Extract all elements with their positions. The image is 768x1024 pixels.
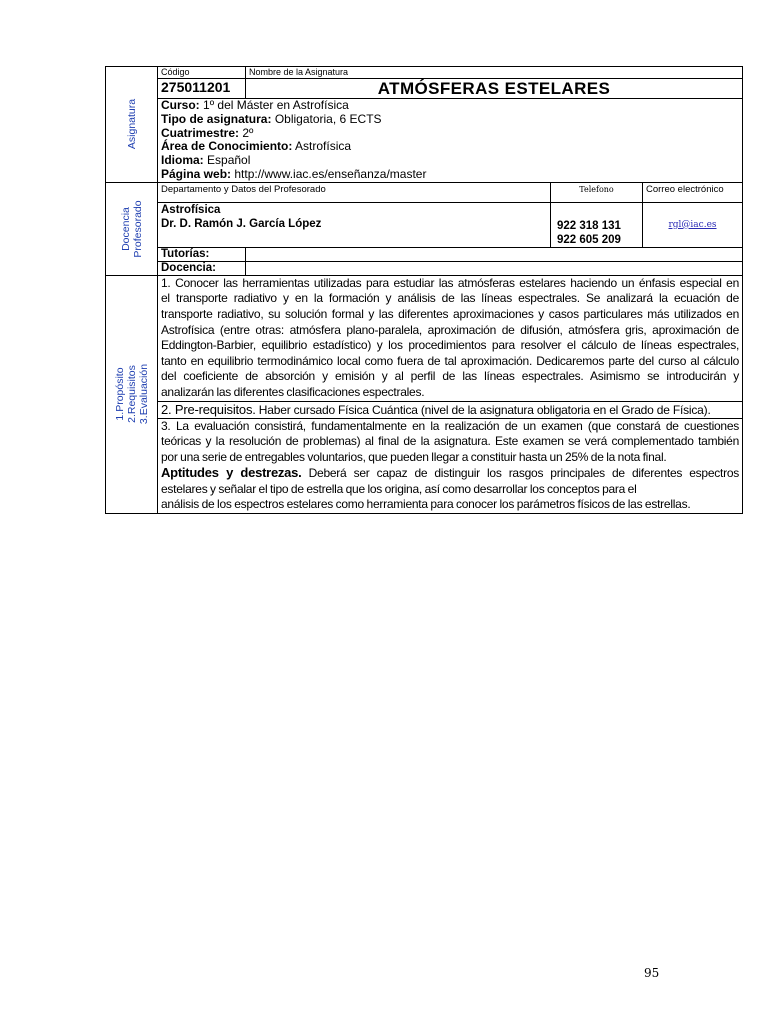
nombre-label: Nombre de la Asignatura	[246, 67, 743, 79]
email-link[interactable]: rgl@iac.es	[668, 219, 717, 230]
proposito-side-cell	[106, 275, 158, 513]
course-code: 275011201	[158, 79, 246, 99]
evaluation-paragraph: 3. La evaluación consistirá, fundamentalmente en la realización de un examen (que constará de cuestiones teóricas y la resolución de problemas) al final de la asignatura. Este examen se verá complementado también por una serie de entregables voluntarios, que pueden llegar a constituir hasta un 25% de la nota final. Aptitudes y destrezas. Deberá ser capaz de distinguir los rasgos principales de diferentes espectros estelares y señalar el tipo de estrella que los origina, así como desarrollar los conceptos para el análisis de los espectros estelares como herramienta para conocer los parámetros físicos de las estrellas.	[158, 418, 743, 513]
course-info-table	[105, 66, 743, 514]
tipo-line: Tipo de asignatura: Obligatoria, 6 ECTS	[161, 111, 382, 126]
cuatrimestre-line: Cuatrimestre: 2º	[161, 125, 254, 140]
professor-name: Dr. D. Ramón J. García López	[161, 217, 322, 230]
phone-1: 922 318 131	[557, 219, 621, 232]
phone-2: 922 605 209	[557, 233, 621, 246]
professor-cell	[158, 202, 551, 247]
phone-cell	[551, 202, 643, 247]
docencia-label: Docencia:	[158, 261, 246, 275]
tutorias-value	[246, 247, 743, 261]
docencia-side-label: Docencia Profesorado	[119, 200, 144, 258]
idioma-line: Idioma: Español	[161, 153, 251, 168]
purpose-paragraph: 1. Conocer las herramientas utilizadas para estudiar las atmósferas estelares haciendo un énfasis especial en el transporte radiativo y en la formación y análisis de las líneas espectrales. Se analizará la ecuación de transporte radiativo, su solución formal y las diferentes aproximaciones y casos particulares más utilizados en Astrofísica (entre otras: atmósfera plano-paralela, aproximación de difusión, atmósfera gris, aproximación de Eddington-Barbier, equilibrio estadístico) y los procedimientos para resolver el cálculo de líneas espectrales, tanto en equilibrio termodinámico local como fuera de tal aproximación. Dedicaremos parte del curso al cálculo del coeficiente de absorción y emisión y al perfil de las líneas espectrales. Asimismo se introducirán y analizarán las diferentes clasificaciones espectrales.	[158, 275, 743, 401]
web-line: Página web: http://www.iac.es/enseñanza/master	[161, 166, 427, 181]
asignatura-side-label: Asignatura	[125, 99, 138, 150]
area-line: Área de Conocimiento: Astrofísica	[161, 139, 352, 154]
tel-header: Telefono	[551, 182, 643, 202]
codigo-label: Código	[158, 67, 246, 79]
tutorias-label: Tutorías:	[158, 247, 246, 261]
dept-header: Departamento y Datos del Profesorado	[158, 182, 551, 202]
department-name: Astrofísica	[161, 203, 221, 216]
course-details	[158, 99, 743, 183]
page-number: 95	[644, 966, 660, 980]
docencia-value	[246, 261, 743, 275]
course-title: ATMÓSFERAS ESTELARES	[246, 79, 743, 99]
docencia-side-cell	[106, 182, 158, 275]
mail-header: Correo electrónico	[643, 182, 743, 202]
prerequisites-paragraph: 2. Pre-requisitos. Haber cursado Física Cuántica (nivel de la asignatura obligatoria en el Grado de Física).	[158, 401, 743, 418]
proposito-side-label: 1.Propósito 2.Requisitos 3.Evaluación	[113, 364, 150, 425]
curso-line: Curso: 1º del Máster en Astrofísica	[161, 98, 349, 112]
email-cell	[643, 202, 743, 247]
asignatura-side-cell	[106, 67, 158, 183]
web-link[interactable]: http://www.iac.es/enseñanza/master	[234, 166, 427, 181]
